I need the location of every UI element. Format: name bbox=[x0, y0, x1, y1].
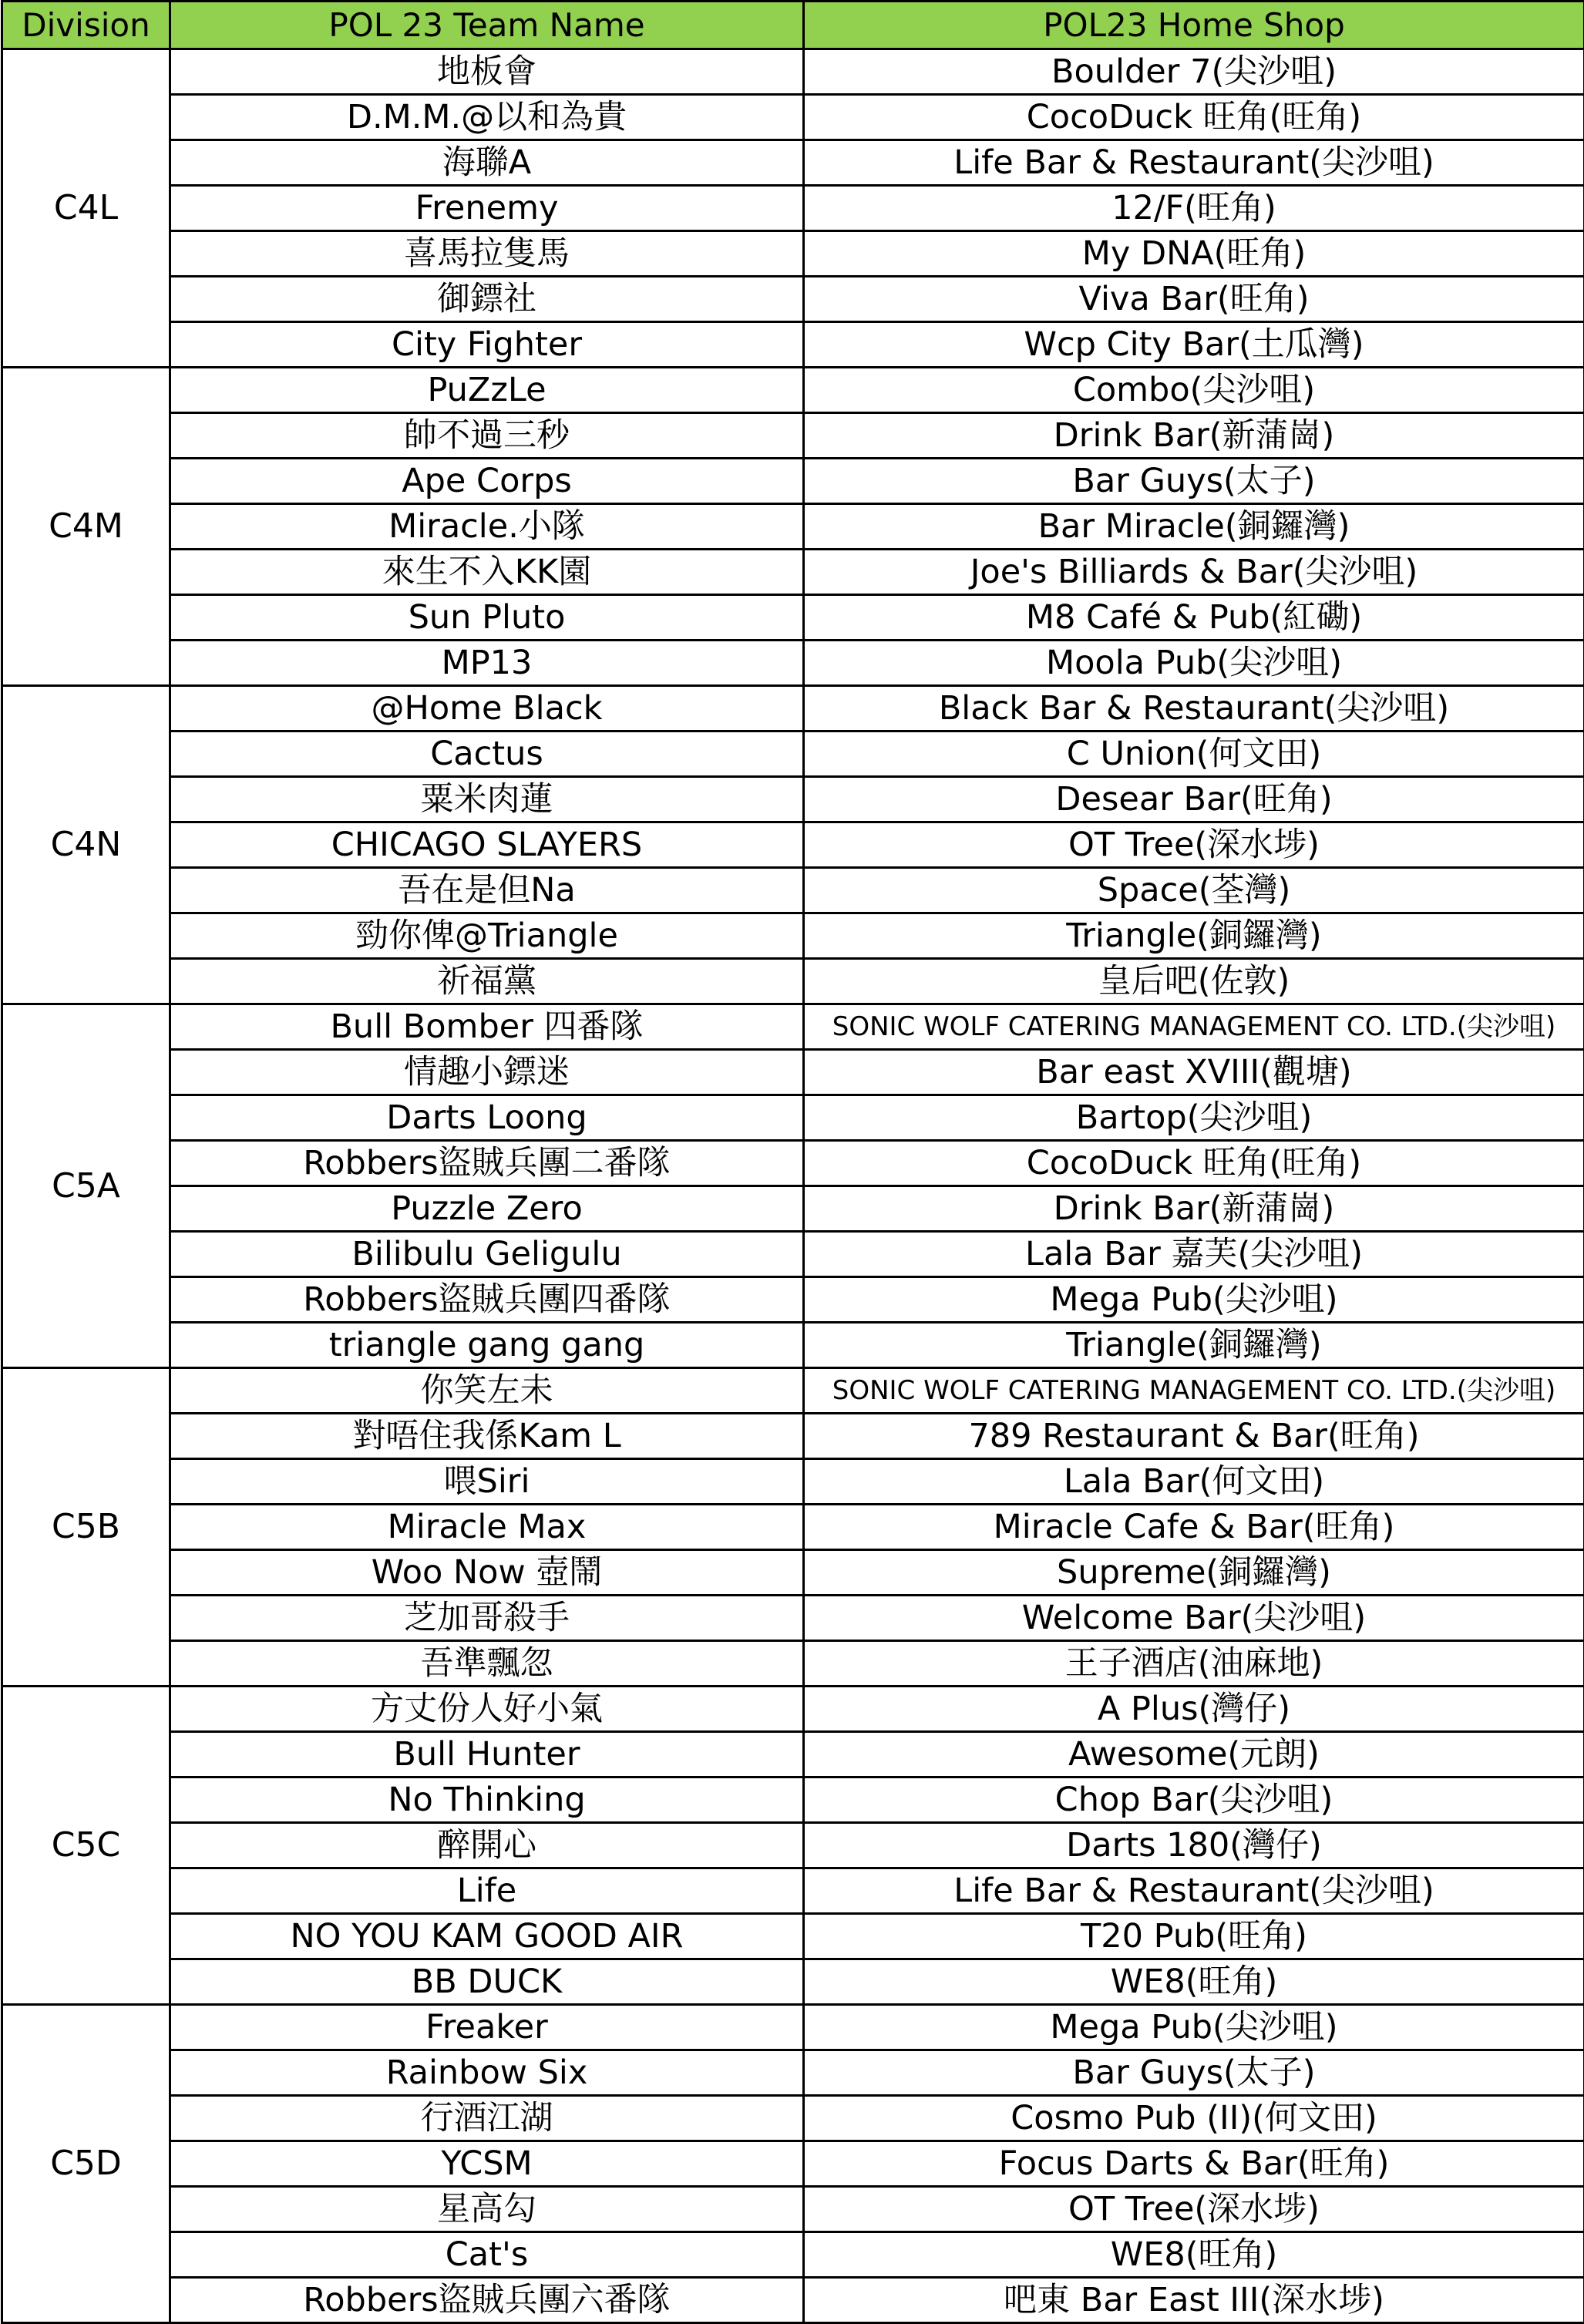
team-name-cell: Robbers盜賊兵團四番隊 bbox=[170, 1277, 804, 1323]
team-name-cell: triangle gang gang bbox=[170, 1323, 804, 1368]
team-name-cell: Miracle Max bbox=[170, 1505, 804, 1550]
table-row bbox=[2, 368, 1584, 413]
home-shop-cell: Combo(尖沙咀) bbox=[804, 368, 1584, 413]
team-name-cell: MP13 bbox=[170, 641, 804, 686]
team-name-cell: BB DUCK bbox=[170, 1959, 804, 2005]
home-shop-cell: Lala Bar(何文田) bbox=[804, 1459, 1584, 1505]
table-row bbox=[2, 959, 1584, 1004]
team-name-cell: 芝加哥殺手 bbox=[170, 1596, 804, 1641]
table-row bbox=[2, 1141, 1584, 1186]
home-shop-cell: Viva Bar(旺角) bbox=[804, 277, 1584, 322]
home-shop-cell: Awesome(元朗) bbox=[804, 1732, 1584, 1777]
table-row bbox=[2, 186, 1584, 231]
home-shop-cell: Cosmo Pub (II)(何文田) bbox=[804, 2096, 1584, 2141]
home-shop-cell: Triangle(銅鑼灣) bbox=[804, 913, 1584, 959]
home-shop-cell: Moola Pub(尖沙咀) bbox=[804, 641, 1584, 686]
home-shop-cell: Wcp City Bar(土瓜灣) bbox=[804, 322, 1584, 368]
table-row bbox=[2, 550, 1584, 595]
table-row bbox=[2, 1323, 1584, 1368]
header-team-name: POL 23 Team Name bbox=[170, 2, 804, 49]
table-row bbox=[2, 641, 1584, 686]
home-shop-cell: 皇后吧(佐敦) bbox=[804, 959, 1584, 1004]
home-shop-cell: T20 Pub(旺角) bbox=[804, 1914, 1584, 1959]
team-name-cell: Sun Pluto bbox=[170, 595, 804, 641]
table-row bbox=[2, 2232, 1584, 2278]
table-row bbox=[2, 1277, 1584, 1323]
table-row bbox=[2, 1959, 1584, 2005]
home-shop-cell: Drink Bar(新蒲崗) bbox=[804, 413, 1584, 459]
table-row bbox=[2, 868, 1584, 913]
header-row bbox=[2, 2, 1584, 49]
table-row bbox=[2, 1232, 1584, 1277]
table-row bbox=[2, 2278, 1584, 2323]
division-table bbox=[1, 0, 1584, 2324]
table-row bbox=[2, 413, 1584, 459]
team-name-cell: CHICAGO SLAYERS bbox=[170, 822, 804, 868]
team-name-cell: 海聯A bbox=[170, 140, 804, 186]
division-cell: C5B bbox=[2, 1368, 170, 1687]
team-name-cell: @Home Black bbox=[170, 686, 804, 732]
home-shop-cell: Drink Bar(新蒲崗) bbox=[804, 1186, 1584, 1232]
division-cell: C4L bbox=[2, 49, 170, 368]
division-cell: C4M bbox=[2, 368, 170, 686]
team-name-cell: NO YOU KAM GOOD AIR bbox=[170, 1914, 804, 1959]
table-row bbox=[2, 277, 1584, 322]
home-shop-cell: 王子酒店(油麻地) bbox=[804, 1641, 1584, 1687]
table-body bbox=[2, 49, 1584, 2323]
team-name-cell: 你笑左未 bbox=[170, 1368, 804, 1414]
home-shop-cell: Boulder 7(尖沙咀) bbox=[804, 49, 1584, 95]
home-shop-cell: SONIC WOLF CATERING MANAGEMENT CO. LTD.(尖沙咀) bbox=[804, 1368, 1584, 1414]
home-shop-cell: Life Bar & Restaurant(尖沙咀) bbox=[804, 1868, 1584, 1914]
team-name-cell: Miracle.小隊 bbox=[170, 504, 804, 550]
division-cell: C5D bbox=[2, 2005, 170, 2323]
team-name-cell: Bilibulu Geligulu bbox=[170, 1232, 804, 1277]
home-shop-cell: M8 Café & Pub(紅磡) bbox=[804, 595, 1584, 641]
team-name-cell: 情趣小鏢迷 bbox=[170, 1050, 804, 1095]
table-row bbox=[2, 1732, 1584, 1777]
team-name-cell: Freaker bbox=[170, 2005, 804, 2050]
home-shop-cell: 789 Restaurant & Bar(旺角) bbox=[804, 1414, 1584, 1459]
team-name-cell: 勁你俾@Triangle bbox=[170, 913, 804, 959]
home-shop-cell: Bar east XVIII(觀塘) bbox=[804, 1050, 1584, 1095]
team-name-cell: City Fighter bbox=[170, 322, 804, 368]
home-shop-cell: Mega Pub(尖沙咀) bbox=[804, 2005, 1584, 2050]
table-row bbox=[2, 777, 1584, 822]
table-row bbox=[2, 1050, 1584, 1095]
table-row bbox=[2, 2141, 1584, 2187]
table-row bbox=[2, 1823, 1584, 1868]
team-name-cell: 吾在是但Na bbox=[170, 868, 804, 913]
table-row bbox=[2, 1687, 1584, 1732]
team-name-cell: Puzzle Zero bbox=[170, 1186, 804, 1232]
team-name-cell: 喜馬拉隻馬 bbox=[170, 231, 804, 277]
home-shop-cell: OT Tree(深水埗) bbox=[804, 822, 1584, 868]
home-shop-cell: WE8(旺角) bbox=[804, 2232, 1584, 2278]
table-row bbox=[2, 1596, 1584, 1641]
home-shop-cell: Space(荃灣) bbox=[804, 868, 1584, 913]
home-shop-cell: 吧東 Bar East III(深水埗) bbox=[804, 2278, 1584, 2323]
table-row bbox=[2, 231, 1584, 277]
home-shop-cell: 12/F(旺角) bbox=[804, 186, 1584, 231]
home-shop-cell: SONIC WOLF CATERING MANAGEMENT CO. LTD.(尖沙咀) bbox=[804, 1004, 1584, 1050]
home-shop-cell: CocoDuck 旺角(旺角) bbox=[804, 95, 1584, 140]
team-name-cell: 帥不過三秒 bbox=[170, 413, 804, 459]
table-row bbox=[2, 1095, 1584, 1141]
table-row bbox=[2, 1186, 1584, 1232]
team-name-cell: Robbers盜賊兵團二番隊 bbox=[170, 1141, 804, 1186]
team-name-cell: 御鏢社 bbox=[170, 277, 804, 322]
team-name-cell: YCSM bbox=[170, 2141, 804, 2187]
division-cell: C5C bbox=[2, 1687, 170, 2005]
team-name-cell: PuZzLe bbox=[170, 368, 804, 413]
home-shop-cell: Miracle Cafe & Bar(旺角) bbox=[804, 1505, 1584, 1550]
table-row bbox=[2, 322, 1584, 368]
team-name-cell: Cat's bbox=[170, 2232, 804, 2278]
home-shop-cell: Desear Bar(旺角) bbox=[804, 777, 1584, 822]
table-row bbox=[2, 504, 1584, 550]
team-name-cell: 行酒江湖 bbox=[170, 2096, 804, 2141]
team-name-cell: D.M.M.@以和為貴 bbox=[170, 95, 804, 140]
division-cell: C5A bbox=[2, 1004, 170, 1368]
table-row bbox=[2, 913, 1584, 959]
team-name-cell: 對唔住我係Kam L bbox=[170, 1414, 804, 1459]
home-shop-cell: Bar Miracle(銅鑼灣) bbox=[804, 504, 1584, 550]
home-shop-cell: Supreme(銅鑼灣) bbox=[804, 1550, 1584, 1596]
table-row bbox=[2, 1459, 1584, 1505]
home-shop-cell: Black Bar & Restaurant(尖沙咀) bbox=[804, 686, 1584, 732]
table-row bbox=[2, 459, 1584, 504]
team-name-cell: Cactus bbox=[170, 732, 804, 777]
division-cell: C4N bbox=[2, 686, 170, 1004]
table-row bbox=[2, 49, 1584, 95]
team-name-cell: 祈福黨 bbox=[170, 959, 804, 1004]
table-row bbox=[2, 1914, 1584, 1959]
home-shop-cell: CocoDuck 旺角(旺角) bbox=[804, 1141, 1584, 1186]
home-shop-cell: Welcome Bar(尖沙咀) bbox=[804, 1596, 1584, 1641]
header-division: Division bbox=[2, 2, 170, 49]
home-shop-cell: Focus Darts & Bar(旺角) bbox=[804, 2141, 1584, 2187]
table-row bbox=[2, 140, 1584, 186]
team-name-cell: Ape Corps bbox=[170, 459, 804, 504]
table-row bbox=[2, 2050, 1584, 2096]
table-row bbox=[2, 1004, 1584, 1050]
team-name-cell: Woo Now 壺鬧 bbox=[170, 1550, 804, 1596]
team-name-cell: 星高勾 bbox=[170, 2187, 804, 2232]
home-shop-cell: A Plus(灣仔) bbox=[804, 1687, 1584, 1732]
home-shop-cell: Mega Pub(尖沙咀) bbox=[804, 1277, 1584, 1323]
home-shop-cell: My DNA(旺角) bbox=[804, 231, 1584, 277]
team-name-cell: Darts Loong bbox=[170, 1095, 804, 1141]
table-row bbox=[2, 1505, 1584, 1550]
home-shop-cell: Triangle(銅鑼灣) bbox=[804, 1323, 1584, 1368]
team-name-cell: 方丈份人好小氣 bbox=[170, 1687, 804, 1732]
home-shop-cell: Darts 180(灣仔) bbox=[804, 1823, 1584, 1868]
home-shop-cell: Bartop(尖沙咀) bbox=[804, 1095, 1584, 1141]
table-row bbox=[2, 686, 1584, 732]
home-shop-cell: Chop Bar(尖沙咀) bbox=[804, 1777, 1584, 1823]
table-row bbox=[2, 2096, 1584, 2141]
team-name-cell: 粟米肉蓮 bbox=[170, 777, 804, 822]
team-name-cell: 喂Siri bbox=[170, 1459, 804, 1505]
table-row bbox=[2, 95, 1584, 140]
team-name-cell: Life bbox=[170, 1868, 804, 1914]
table-row bbox=[2, 595, 1584, 641]
home-shop-cell: Life Bar & Restaurant(尖沙咀) bbox=[804, 140, 1584, 186]
table-row bbox=[2, 732, 1584, 777]
team-name-cell: 地板會 bbox=[170, 49, 804, 95]
table-row bbox=[2, 1868, 1584, 1914]
table-row bbox=[2, 1368, 1584, 1414]
team-name-cell: Bull Hunter bbox=[170, 1732, 804, 1777]
table-row bbox=[2, 2005, 1584, 2050]
team-name-cell: 來生不入KK園 bbox=[170, 550, 804, 595]
home-shop-cell: Joe's Billiards & Bar(尖沙咀) bbox=[804, 550, 1584, 595]
team-name-cell: 吾準飄忽 bbox=[170, 1641, 804, 1687]
home-shop-cell: OT Tree(深水埗) bbox=[804, 2187, 1584, 2232]
team-name-cell: No Thinking bbox=[170, 1777, 804, 1823]
header-home-shop: POL23 Home Shop bbox=[804, 2, 1584, 49]
table-row bbox=[2, 1641, 1584, 1687]
team-name-cell: Frenemy bbox=[170, 186, 804, 231]
team-name-cell: Bull Bomber 四番隊 bbox=[170, 1004, 804, 1050]
table-row bbox=[2, 1414, 1584, 1459]
home-shop-cell: WE8(旺角) bbox=[804, 1959, 1584, 2005]
table-row bbox=[2, 822, 1584, 868]
home-shop-cell: C Union(何文田) bbox=[804, 732, 1584, 777]
home-shop-cell: Lala Bar 嘉芙(尖沙咀) bbox=[804, 1232, 1584, 1277]
home-shop-cell: Bar Guys(太子) bbox=[804, 2050, 1584, 2096]
team-name-cell: Robbers盜賊兵團六番隊 bbox=[170, 2278, 804, 2323]
table-row bbox=[2, 2187, 1584, 2232]
table-row bbox=[2, 1550, 1584, 1596]
table-row bbox=[2, 1777, 1584, 1823]
home-shop-cell: Bar Guys(太子) bbox=[804, 459, 1584, 504]
team-name-cell: Rainbow Six bbox=[170, 2050, 804, 2096]
team-name-cell: 醉開心 bbox=[170, 1823, 804, 1868]
